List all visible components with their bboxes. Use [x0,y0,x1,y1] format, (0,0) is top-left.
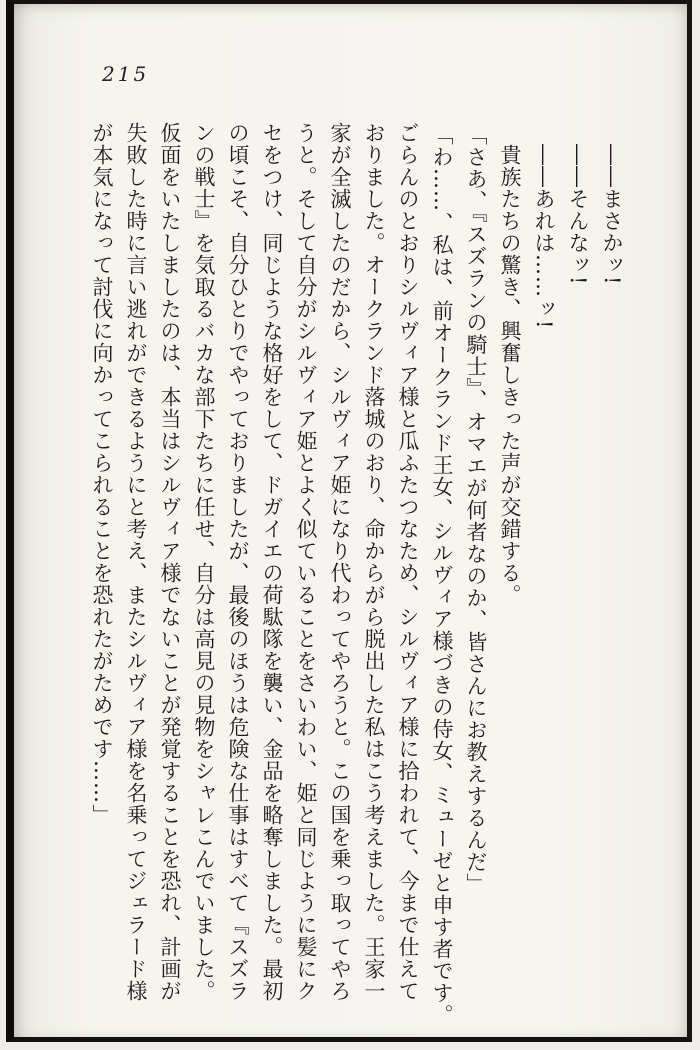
page-number: 215 [102,62,150,86]
text-column-6: 「わ……、私は、前オークランド王女、シルヴィア様づきの侍女、ミューゼと申す者です。 [430,124,454,1026]
text-column-14: 仮面をいたしましたのは、本当はシルヴィア様でないことが発覚することを恐れ、計画が [158,122,182,1002]
text-column-13: ンの戦士』を気取るバカな部下たちに任せ、自分は高見の見物をシャレこんでいました。 [192,122,216,1002]
text-column-4: 貴族たちの驚き、興奮しきった声が交錯する。 [498,144,522,606]
text-column-12: の頃こそ、自分ひとりでやっておりましたが、最後のほうは危険な仕事はすべて『スズラ [226,122,250,1002]
text-column-10: うと。そして自分がシルヴィア姫とよく似ていることをさいわい、姫と同じように髪にク [294,122,318,1002]
text-column-5: 「さあ、『スズランの騎士』、オマエが何者なのか、皆さんにお教えするんだ」 [464,124,488,895]
text-column-1: ――まさかッ! [600,144,624,286]
text-column-7: ごらんのとおりシルヴィア様と瓜ふたつなため、シルヴィア様に拾われて、今まで仕えて [396,122,420,1002]
text-column-8: おりました。オークランド落城のおり、命からがら脱出した私はこう考えました。王家一 [362,122,386,1002]
text-column-9: 家が全滅したのだから、シルヴィア姫になり代わってやろうと。この国を乗っ取ってやろ [328,122,352,1002]
text-column-11: セをつけ、同じような格好をして、ドガイエの荷駄隊を襲い、金品を略奪しました。最初 [260,122,284,1002]
text-column-3: ――あれは……ッ! [532,144,556,330]
text-column-15: 失敗した時に言い逃れができるようにと考え、またシルヴィア様を名乗ってジェラード様 [124,122,148,1002]
text-column-16: が本気になって討伐に向かってこられることを恐れたがためです……」 [90,122,114,826]
scan-border-frame [6,0,692,1042]
text-column-2: ――そんなッ! [566,144,590,286]
